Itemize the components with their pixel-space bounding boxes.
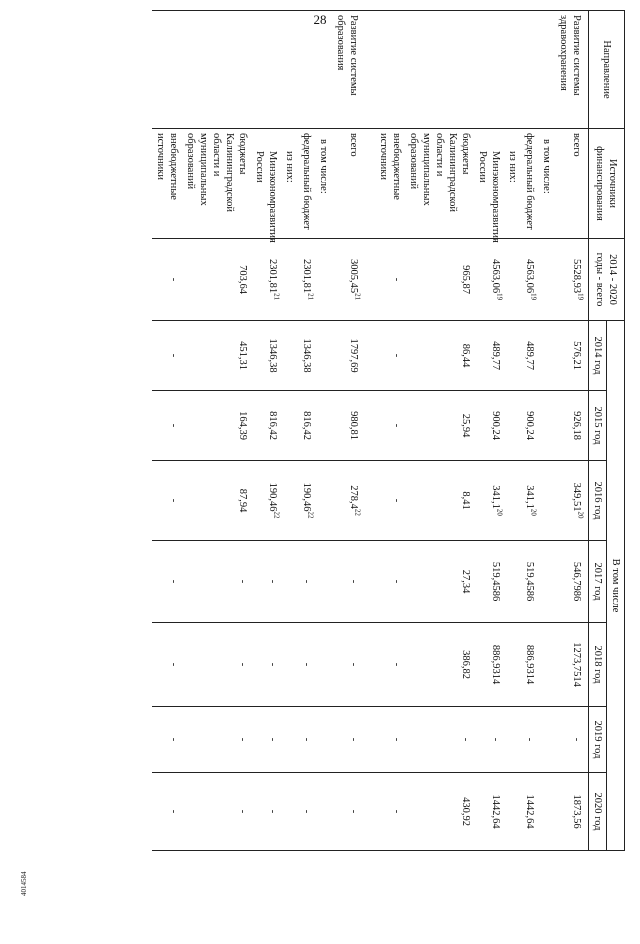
total-cell bbox=[332, 239, 365, 321]
year-value-cell bbox=[152, 773, 182, 851]
year-value: 430,92 bbox=[460, 797, 471, 826]
year-value: 489,77 bbox=[490, 341, 501, 370]
header-sources: Источники финансирования bbox=[589, 129, 625, 239]
total-cell bbox=[538, 239, 555, 321]
source-cell: федеральный бюджет bbox=[521, 129, 538, 239]
year-value: - bbox=[301, 809, 312, 814]
direction-cell: Развитие системы образования bbox=[332, 11, 365, 129]
direction-cell-empty bbox=[538, 11, 555, 129]
source-cell: из них: bbox=[281, 129, 298, 239]
year-value-cell bbox=[504, 321, 521, 391]
year-value-cell bbox=[504, 623, 521, 707]
gap-cell bbox=[365, 541, 375, 623]
footnote-mark: 20 bbox=[529, 508, 538, 516]
year-value-cell bbox=[298, 461, 315, 541]
year-value-cell bbox=[504, 773, 521, 851]
total-value: 3005,45 bbox=[348, 258, 359, 294]
year-value-cell bbox=[538, 623, 555, 707]
doc-code: 4014584 bbox=[20, 871, 28, 896]
footnote-mark: 19 bbox=[576, 293, 585, 301]
header-year-2017: 2017 год bbox=[589, 541, 607, 623]
footnote-mark: 20 bbox=[495, 508, 504, 516]
total-value: 4563,06 bbox=[524, 258, 535, 294]
header-year-2019: 2019 год bbox=[589, 707, 607, 773]
source-cell: бюджеты Калининградской области и муниципальных образований bbox=[405, 129, 474, 239]
year-value-cell bbox=[538, 391, 555, 461]
source-cell: всего bbox=[555, 129, 589, 239]
gap-cell bbox=[365, 321, 375, 391]
year-value-cell bbox=[332, 707, 365, 773]
year-value-cell bbox=[332, 773, 365, 851]
year-value: - bbox=[348, 579, 359, 584]
year-value-cell bbox=[375, 321, 405, 391]
year-value-cell bbox=[405, 391, 474, 461]
year-value-cell bbox=[474, 707, 504, 773]
total-value: 703,64 bbox=[237, 265, 248, 294]
footnote-mark: 22 bbox=[306, 511, 315, 519]
year-value-cell bbox=[405, 623, 474, 707]
year-value: - bbox=[168, 423, 179, 428]
year-value-cell bbox=[182, 707, 251, 773]
year-value: - bbox=[267, 662, 278, 667]
direction-cell-empty bbox=[521, 11, 538, 129]
year-value: - bbox=[237, 579, 248, 584]
year-value-cell bbox=[521, 391, 538, 461]
year-value: - bbox=[168, 662, 179, 667]
year-value-cell bbox=[315, 391, 332, 461]
year-value: - bbox=[168, 579, 179, 584]
year-value-cell bbox=[504, 541, 521, 623]
year-value: - bbox=[391, 579, 402, 584]
total-value: - bbox=[168, 277, 179, 282]
year-value-cell bbox=[521, 707, 538, 773]
year-value-cell bbox=[555, 707, 589, 773]
year-value-cell bbox=[538, 461, 555, 541]
year-value: 489,77 bbox=[524, 341, 535, 370]
year-value-cell bbox=[315, 707, 332, 773]
year-value: - bbox=[237, 737, 248, 742]
year-value: 1346,38 bbox=[301, 338, 312, 373]
year-value: - bbox=[391, 809, 402, 814]
year-value: - bbox=[168, 737, 179, 742]
year-value-cell bbox=[152, 391, 182, 461]
year-value-cell bbox=[332, 391, 365, 461]
year-value-cell bbox=[521, 321, 538, 391]
year-value: - bbox=[237, 662, 248, 667]
year-value-cell bbox=[538, 541, 555, 623]
year-value: 278,4 bbox=[348, 485, 359, 509]
year-value: 519,4586 bbox=[490, 561, 501, 602]
year-value-cell bbox=[281, 623, 298, 707]
year-value: - bbox=[348, 737, 359, 742]
total-value: 5528,93 bbox=[571, 258, 582, 294]
year-value-cell bbox=[332, 623, 365, 707]
year-value-cell bbox=[405, 773, 474, 851]
total-cell bbox=[405, 239, 474, 321]
total-cell bbox=[521, 239, 538, 321]
total-cell bbox=[152, 239, 182, 321]
year-value-cell bbox=[182, 773, 251, 851]
year-value: - bbox=[391, 423, 402, 428]
gap-cell bbox=[365, 129, 375, 239]
direction-cell-empty bbox=[182, 11, 251, 129]
year-value: 900,24 bbox=[524, 411, 535, 440]
year-value: - bbox=[267, 737, 278, 742]
direction-cell-empty bbox=[405, 11, 474, 129]
table-row bbox=[405, 11, 474, 851]
year-value: - bbox=[267, 579, 278, 584]
table-row bbox=[315, 11, 332, 851]
year-value: 190,46 bbox=[267, 482, 278, 512]
section-gap bbox=[365, 11, 375, 851]
year-value: 25,94 bbox=[460, 413, 471, 438]
year-value: 1873,56 bbox=[571, 794, 582, 829]
header-including: В том числе bbox=[607, 321, 625, 851]
table-row bbox=[298, 11, 315, 851]
header-year-2015: 2015 год bbox=[589, 391, 607, 461]
year-value-cell bbox=[298, 707, 315, 773]
year-value-cell bbox=[315, 541, 332, 623]
direction-cell-empty bbox=[281, 11, 298, 129]
year-value: 816,42 bbox=[267, 411, 278, 440]
source-cell: всего bbox=[332, 129, 365, 239]
gap-cell bbox=[365, 707, 375, 773]
year-value-cell bbox=[152, 541, 182, 623]
year-value: - bbox=[391, 662, 402, 667]
source-cell: Минэкономразвития России bbox=[474, 129, 504, 239]
header-year-2018: 2018 год bbox=[589, 623, 607, 707]
year-value-cell bbox=[281, 541, 298, 623]
page-number: 28 bbox=[313, 12, 327, 27]
header-direction: Направление bbox=[589, 11, 625, 129]
year-value: 190,46 bbox=[301, 482, 312, 512]
doc-code-wrap bbox=[18, 871, 30, 944]
table-row bbox=[281, 11, 298, 851]
year-value-cell bbox=[538, 707, 555, 773]
footnote-mark: 19 bbox=[529, 293, 538, 301]
year-value: 8,41 bbox=[460, 491, 471, 510]
year-value-cell bbox=[182, 391, 251, 461]
year-value: 519,4586 bbox=[524, 561, 535, 602]
year-value: 27,34 bbox=[460, 569, 471, 594]
total-cell bbox=[375, 239, 405, 321]
year-value-cell bbox=[504, 461, 521, 541]
year-value-cell bbox=[315, 461, 332, 541]
year-value: 386,82 bbox=[460, 650, 471, 679]
year-value-cell bbox=[375, 623, 405, 707]
year-value-cell bbox=[375, 391, 405, 461]
gap-cell bbox=[365, 623, 375, 707]
year-value-cell bbox=[152, 623, 182, 707]
year-value: 546,7986 bbox=[571, 561, 582, 602]
year-value: - bbox=[490, 737, 501, 742]
year-value-cell bbox=[521, 461, 538, 541]
table-row bbox=[152, 11, 182, 851]
year-value-cell bbox=[555, 461, 589, 541]
year-value: 886,9314 bbox=[524, 644, 535, 685]
financing-table bbox=[152, 10, 625, 851]
source-cell: Минэкономразвития России bbox=[251, 129, 281, 239]
year-value-cell bbox=[281, 773, 298, 851]
year-value: 886,9314 bbox=[490, 644, 501, 685]
year-value-cell bbox=[405, 321, 474, 391]
gap-cell bbox=[365, 391, 375, 461]
year-value: 164,39 bbox=[237, 411, 248, 440]
total-cell bbox=[182, 239, 251, 321]
year-value-cell bbox=[538, 773, 555, 851]
year-value: 1442,64 bbox=[490, 794, 501, 829]
year-value-cell bbox=[251, 461, 281, 541]
footnote-mark: 21 bbox=[272, 293, 281, 301]
header-year-2014: 2014 год bbox=[589, 321, 607, 391]
table-body bbox=[152, 11, 589, 851]
direction-cell-empty bbox=[504, 11, 521, 129]
year-value: 1346,38 bbox=[267, 338, 278, 373]
total-value: 2301,81 bbox=[267, 258, 278, 294]
year-value-cell bbox=[474, 321, 504, 391]
year-value-cell bbox=[298, 623, 315, 707]
year-value-cell bbox=[375, 541, 405, 623]
gap-cell bbox=[365, 461, 375, 541]
year-value-cell bbox=[298, 541, 315, 623]
year-value-cell bbox=[152, 321, 182, 391]
table-row bbox=[182, 11, 251, 851]
gap-cell bbox=[365, 11, 375, 129]
direction-cell-empty bbox=[315, 11, 332, 129]
year-value: - bbox=[391, 353, 402, 358]
year-value-cell bbox=[281, 391, 298, 461]
source-cell: из них: bbox=[504, 129, 521, 239]
year-value: - bbox=[301, 579, 312, 584]
year-value: 1442,64 bbox=[524, 794, 535, 829]
year-value: - bbox=[168, 353, 179, 358]
year-value: - bbox=[237, 809, 248, 814]
year-value: - bbox=[168, 809, 179, 814]
year-value-cell bbox=[251, 391, 281, 461]
year-value-cell bbox=[555, 321, 589, 391]
year-value-cell bbox=[474, 773, 504, 851]
year-value-cell bbox=[474, 541, 504, 623]
year-value: 451,31 bbox=[237, 341, 248, 370]
footnote-mark: 22 bbox=[272, 511, 281, 519]
table-row bbox=[375, 11, 405, 851]
year-value-cell bbox=[375, 773, 405, 851]
year-value-cell bbox=[405, 707, 474, 773]
year-value: 87,94 bbox=[237, 488, 248, 513]
direction-cell-empty bbox=[375, 11, 405, 129]
financing-table-page bbox=[15, 10, 625, 850]
year-value-cell bbox=[474, 623, 504, 707]
total-value: 965,87 bbox=[460, 265, 471, 294]
year-value: 900,24 bbox=[490, 411, 501, 440]
year-value-cell bbox=[251, 623, 281, 707]
year-value-cell bbox=[538, 321, 555, 391]
direction-cell: Развитие системы здравоохранения bbox=[555, 11, 589, 129]
table-row bbox=[504, 11, 521, 851]
year-value: 341,1 bbox=[490, 485, 501, 509]
year-value-cell bbox=[251, 321, 281, 391]
year-value-cell bbox=[521, 623, 538, 707]
year-value-cell bbox=[555, 391, 589, 461]
table-row bbox=[538, 11, 555, 851]
year-value-cell bbox=[251, 707, 281, 773]
header-year-2016: 2016 год bbox=[589, 461, 607, 541]
table-row bbox=[474, 11, 504, 851]
footnote-mark: 21 bbox=[353, 293, 362, 301]
gap-cell bbox=[365, 773, 375, 851]
year-value: - bbox=[267, 809, 278, 814]
year-value-cell bbox=[555, 773, 589, 851]
year-value-cell bbox=[332, 541, 365, 623]
year-value: 1273,7514 bbox=[571, 642, 582, 687]
year-value-cell bbox=[251, 773, 281, 851]
year-value-cell bbox=[405, 541, 474, 623]
year-value-cell bbox=[298, 321, 315, 391]
year-value-cell bbox=[182, 321, 251, 391]
table-row bbox=[251, 11, 281, 851]
year-value-cell bbox=[281, 321, 298, 391]
year-value-cell bbox=[182, 541, 251, 623]
year-value-cell bbox=[182, 461, 251, 541]
year-value: 576,21 bbox=[571, 341, 582, 370]
source-cell: в том числе: bbox=[315, 129, 332, 239]
year-value-cell bbox=[332, 321, 365, 391]
total-cell bbox=[298, 239, 315, 321]
direction-cell-empty bbox=[251, 11, 281, 129]
footnote-mark: 19 bbox=[495, 293, 504, 301]
year-value-cell bbox=[405, 461, 474, 541]
year-value-cell bbox=[521, 773, 538, 851]
year-value: - bbox=[301, 737, 312, 742]
table-row bbox=[521, 11, 538, 851]
year-value-cell bbox=[555, 541, 589, 623]
year-value-cell bbox=[375, 461, 405, 541]
year-value: - bbox=[571, 737, 582, 742]
year-value-cell bbox=[474, 391, 504, 461]
source-cell: внебюджетные источники bbox=[375, 129, 405, 239]
year-value-cell bbox=[281, 461, 298, 541]
footnote-mark: 22 bbox=[353, 508, 362, 516]
year-value: - bbox=[348, 662, 359, 667]
table-row bbox=[555, 11, 589, 851]
total-value: 4563,06 bbox=[490, 258, 501, 294]
footnote-mark: 20 bbox=[576, 511, 585, 519]
year-value: - bbox=[348, 809, 359, 814]
year-value-cell bbox=[521, 541, 538, 623]
year-value: 341,1 bbox=[524, 485, 535, 509]
total-cell bbox=[251, 239, 281, 321]
source-cell: бюджеты Калининградской области и муниципальных образований bbox=[182, 129, 251, 239]
total-cell bbox=[555, 239, 589, 321]
year-value: - bbox=[391, 498, 402, 503]
total-value: 2301,81 bbox=[301, 258, 312, 294]
year-value: 980,81 bbox=[348, 411, 359, 440]
table-row bbox=[332, 11, 365, 851]
header-year-2020: 2020 год bbox=[589, 773, 607, 851]
year-value-cell bbox=[474, 461, 504, 541]
year-value-cell bbox=[152, 707, 182, 773]
year-value: 86,44 bbox=[460, 343, 471, 368]
year-value-cell bbox=[555, 623, 589, 707]
year-value-cell bbox=[298, 391, 315, 461]
year-value-cell bbox=[251, 541, 281, 623]
year-value: 349,51 bbox=[571, 482, 582, 512]
year-value: - bbox=[168, 498, 179, 503]
year-value: - bbox=[524, 737, 535, 742]
direction-cell-empty bbox=[298, 11, 315, 129]
year-value-cell bbox=[315, 623, 332, 707]
year-value: 816,42 bbox=[301, 411, 312, 440]
header-total: 2014 - 2020 годы - всего bbox=[589, 239, 625, 321]
source-cell: в том числе: bbox=[538, 129, 555, 239]
year-value-cell bbox=[504, 707, 521, 773]
year-value: 1797,69 bbox=[348, 338, 359, 373]
total-cell bbox=[504, 239, 521, 321]
year-value-cell bbox=[315, 321, 332, 391]
total-cell bbox=[281, 239, 298, 321]
source-cell: внебюджетные источники bbox=[152, 129, 182, 239]
year-value-cell bbox=[332, 461, 365, 541]
total-cell bbox=[315, 239, 332, 321]
year-value-cell bbox=[375, 707, 405, 773]
total-cell bbox=[474, 239, 504, 321]
footnote-mark: 21 bbox=[306, 293, 315, 301]
year-value: 926,18 bbox=[571, 411, 582, 440]
year-value-cell bbox=[182, 623, 251, 707]
gap-cell bbox=[365, 239, 375, 321]
total-value: - bbox=[391, 277, 402, 282]
source-cell: федеральный бюджет bbox=[298, 129, 315, 239]
year-value-cell bbox=[504, 391, 521, 461]
year-value: - bbox=[460, 737, 471, 742]
year-value-cell bbox=[298, 773, 315, 851]
year-value-cell bbox=[315, 773, 332, 851]
year-value-cell bbox=[281, 707, 298, 773]
direction-cell-empty bbox=[152, 11, 182, 129]
year-value: - bbox=[301, 662, 312, 667]
direction-cell-empty bbox=[474, 11, 504, 129]
year-value: - bbox=[391, 737, 402, 742]
year-value-cell bbox=[152, 461, 182, 541]
